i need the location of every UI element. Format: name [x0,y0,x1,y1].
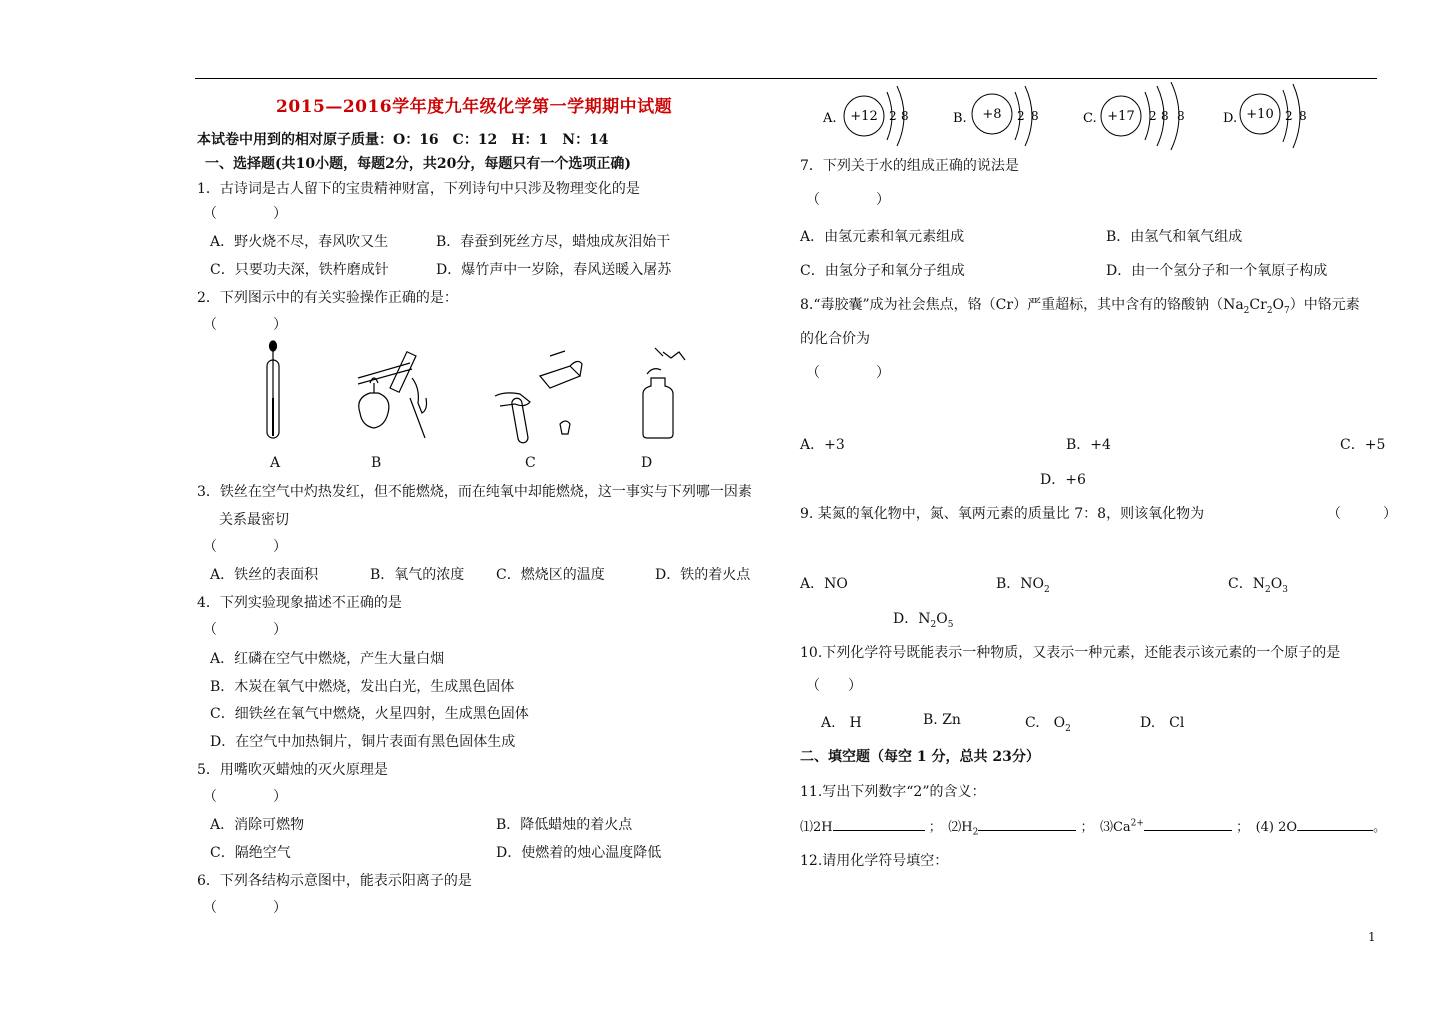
q11-part-3: ； ⑶Ca [1080,820,1131,835]
svg-text:+12: +12 [850,109,878,124]
q9-option-d-o: O [936,611,948,627]
svg-text:2: 2 [889,109,897,123]
atom-diagram-a [822,86,909,146]
q8-sub-o: 7 [1284,305,1290,316]
q9-option-c-o: O [1270,576,1283,592]
q10-option-c [1025,712,1071,734]
q3-stem: 3．铁丝在空气中灼热发红，但不能燃烧，而在纯氧中却能燃烧，这一事实与下列哪一因素 [197,484,752,500]
svg-text:D.: D. [1223,111,1238,126]
test-tube-dropper-image [267,341,279,438]
q1-stem: 1．古诗词是古人留下的宝贵精神财富，下列诗句中只涉及物理变化的是 [197,181,640,197]
q11-part-4: ； (4) 2O [1236,820,1298,835]
q4-stem: 4．下列实验现象描述不正确的是 [197,595,402,611]
q9-option-d [893,608,953,630]
q10-option-c-sub: 2 [1065,723,1071,734]
gas-bottle-smell-image [643,348,685,438]
q9-option-c [1228,573,1288,595]
q7-option-d: D．由一个氢分子和一个氧原子构成 [1106,263,1328,279]
q9-option-d-sub1: 2 [930,619,937,630]
page-number: 1 [1368,930,1376,944]
q5-option-c: C．隔绝空气 [210,845,291,861]
q9-option-c-sub1: 2 [1264,584,1271,595]
q12-stem: 12.请用化学符号填空： [800,853,949,869]
q5-stem: 5．用嘴吹灭蜡烛的灭火原理是 [197,762,388,778]
q3-answer-paren: （ ） [203,539,287,555]
q11-blank-1[interactable] [833,816,925,831]
q5-option-b: B．降低蜡烛的着火点 [496,817,633,833]
atom-diagram-d [1223,84,1307,148]
q5-answer-paren: （ ） [203,789,287,805]
q10-option-d: D. Cl [1140,715,1185,731]
svg-text:2: 2 [1017,109,1025,123]
svg-text:2: 2 [1149,109,1157,123]
q7-answer-paren: （ ） [806,192,890,208]
q9-answer-paren: （ ） [1327,506,1397,522]
header-rule [195,78,1377,79]
q3-option-d: D．铁的着火点 [655,567,751,583]
q1-option-c: C．只要功夫深，铁杵磨成针 [210,262,389,278]
q3-option-c: C．燃烧区的温度 [496,567,605,583]
atomic-mass-note: 本试卷中用到的相对原子质量：O：16 C：12 H：1 N：14 [197,132,609,148]
q8-o: O [1272,297,1285,313]
svg-text:2: 2 [1285,109,1293,123]
q3-stem-cont: 关系最密切 [219,512,289,528]
q3-option-a: A．铁丝的表面积 [210,567,319,583]
q8-answer-paren: （ ） [806,365,890,381]
exam-title: 2015—2016学年度九年级化学第一学期期中试题 [276,97,673,117]
q4-option-d: D．在空气中加热铜片，铜片表面有黑色固体生成 [210,734,516,750]
alcohol-lamp-heating-image [358,352,427,438]
q11-stem: 11.写出下列数字“2”的含义： [800,784,986,800]
q5-option-d: D．使燃着的烛心温度降低 [496,845,662,861]
q9-option-b-text: B．NO [996,576,1045,592]
q9-option-b-sub: 2 [1044,584,1050,595]
svg-text:+8: +8 [982,107,1002,122]
q8-stem-end: ）中铬元素 [1289,297,1360,313]
q8-option-a: A．+3 [800,437,845,453]
q1-option-d: D．爆竹声中一岁除，春风送暖入屠苏 [436,262,672,278]
q7-stem: 7．下列关于水的组成正确的说法是 [800,158,1019,174]
q11-part-1: ⑴2H [800,820,833,835]
q3-option-b: B．氧气的浓度 [370,567,465,583]
q2-answer-paren: （ ） [203,317,287,333]
q5-option-a: A．消除可燃物 [210,817,305,833]
svg-text:8: 8 [1031,109,1039,123]
q6-answer-paren: （ ） [203,900,287,916]
q2-stem: 2．下列图示中的有关实验操作正确的是： [197,290,458,306]
q10-option-b: B. Zn [923,712,961,728]
q11-blanks [800,816,1386,838]
q11-blank-2[interactable] [978,816,1076,831]
q8-stem-text: 8.“毒胶囊”成为社会焦点，铬（Cr）严重超标，其中含有的铬酸钠（Na [800,297,1244,313]
q1-answer-paren: （ ） [203,206,287,222]
svg-text:8: 8 [901,109,909,123]
q10-option-a: A. H [821,715,862,731]
q2-label-d: D [641,455,653,471]
q11-end: 。 [1373,820,1387,835]
q8-sub-na: 2 [1243,305,1250,316]
lab-operations-figure [255,338,695,446]
q4-option-c: C．细铁丝在氧气中燃烧，火星四射，生成黑色固体 [210,706,529,722]
svg-text:8: 8 [1177,109,1185,123]
pouring-liquid-image [495,351,582,444]
q4-answer-paren: （ ） [203,622,287,638]
q7-option-a: A．由氢元素和氧元素组成 [800,229,965,245]
q9-option-b [996,573,1050,595]
q11-part-2: ； ⑵H [928,820,973,835]
q2-label-c: C [525,455,536,471]
q9-stem: 9. 某氮的氧化物中，氮、氧两元素的质量比 7：8，则该氧化物为 [800,506,1205,522]
q4-option-a: A．红磷在空气中燃烧，产生大量白烟 [210,651,445,667]
q1-option-b: B．春蚕到死丝方尽，蜡烛成灰泪始干 [436,234,671,250]
q11-part-3-sup: 2+ [1130,818,1144,829]
q9-option-c-text: C．N [1228,576,1265,592]
q8-cr: Cr [1249,297,1267,313]
section-2-heading: 二、填空题（每空 1 分，总共 23分） [800,749,1040,765]
q10-answer-paren: （ ） [806,678,862,694]
q8-option-d: D．+6 [1040,472,1086,488]
q4-option-b: B．木炭在氧气中燃烧，发出白光，生成黑色固体 [210,679,515,695]
svg-text:B.: B. [953,111,967,126]
atom-structure-diagrams [815,82,1315,154]
q9-option-d-text: D．N [893,611,931,627]
q8-stem [800,294,1360,316]
q10-stem: 10.下列化学符号既能表示一种物质，又表示一种元素，还能表示该元素的一个原子的是 [800,645,1341,661]
svg-text:+17: +17 [1107,109,1135,124]
q2-label-a: A [270,455,281,471]
q7-option-b: B．由氢气和氧气组成 [1106,229,1243,245]
q9-option-c-sub2: 3 [1282,584,1288,595]
q8-sub-cr: 2 [1266,305,1273,316]
q11-blank-4[interactable] [1297,816,1373,831]
q2-label-b: B [371,455,382,471]
svg-text:C.: C. [1083,111,1097,126]
svg-text:8: 8 [1299,109,1307,123]
svg-text:A.: A. [823,111,837,126]
svg-text:+10: +10 [1246,107,1274,122]
atom-diagram-c [1083,82,1185,150]
q8-option-b: B．+4 [1066,437,1111,453]
q6-stem: 6．下列各结构示意图中，能表示阳离子的是 [197,873,472,889]
svg-text:8: 8 [1161,109,1169,123]
q9-option-d-sub2: 5 [947,619,954,630]
q7-option-c: C．由氢分子和氧分子组成 [800,263,965,279]
q10-option-c-text: C. O [1025,715,1066,731]
q8-option-c: C．+5 [1340,437,1386,453]
section-1-heading: 一、选择题(共10小题，每题2分，共20分，每题只有一个选项正确) [205,156,631,172]
atom-diagram-b [953,86,1039,146]
q9-option-a: A．NO [800,576,848,592]
q11-blank-3[interactable] [1144,816,1232,831]
q1-option-a: A．野火烧不尽，春风吹又生 [210,234,389,250]
q8-stem-cont: 的化合价为 [800,331,870,347]
q11-part-2-sub: 2 [972,827,979,838]
